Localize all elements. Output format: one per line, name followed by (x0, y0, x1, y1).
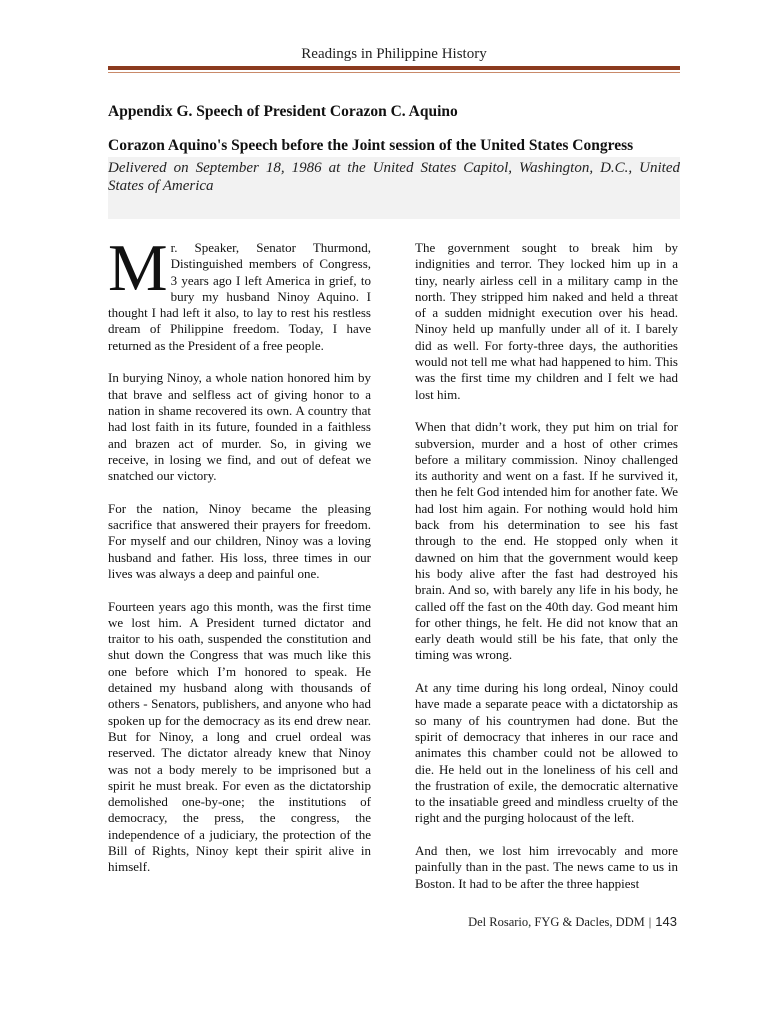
paragraph: At any time during his long ordeal, Ninoy could have made a separate peace with a dictatorship as so many of his countrymen had done. But the spirit of democracy that inheres in our race and animates this chamber could not be allowed to die. He held out in the loneliness of his cell and the frustration of exile, the democratic alternative to the insatiable greed and mindless cruelty of the right and the purging holocaust of the left. (415, 680, 678, 826)
footer-authors: Del Rosario, FYG & Dacles, DDM (468, 915, 645, 929)
paragraph: And then, we lost him irrevocably and more painfully than in the past. The news came to us in Boston. It had to be after the three happiest (415, 842, 678, 891)
paragraph: The government sought to break him by indignities and terror. They locked him up in a tiny, nearly airless cell in a military camp in the north. They stripped him naked and held a threat of a sudden midnight execution over his head. Ninoy held up manfully under all of it. I barely did as well. For forty-three days, the authorities would not tell me what had happened to him. This was the first time my children and I felt we had lost him. (415, 240, 678, 402)
page-number: 143 (655, 914, 677, 929)
header-rule-thick (108, 66, 680, 70)
footer-separator: | (648, 915, 652, 929)
delivered-note-box (108, 157, 680, 219)
paragraph: When that didn’t work, they put him on trial for subversion, murder and a host of other crimes before a military commission. Ninoy challenged its authority and went on a fast. If he survived it, then he felt God intended him for another fate. We had lost him again. For nothing would hold him back from his determination to see his fast through to the end. He stopped only when it dawned on him that the government would keep his body alive after the fast had destroyed his brain. And so, with barely any life in his body, he called off the fast on the 40th day. God meant him for other things, he felt. He did not know that an early death would still be his fate, that only the timing was wrong. (415, 419, 678, 663)
paragraph: In burying Ninoy, a whole nation honored him by that brave and selfless act of giving honor to a nation in shame recovered its own. A country that had lost faith in its future, founded in a faithless and brazen act of murder. So, in giving we receive, in losing we find, and out of defeat we snatched our victory. (108, 370, 371, 484)
paragraph: Fourteen years ago this month, was the first time we lost him. A President turned dictator and traitor to his oath, suspended the constitution and shut down the Congress that was much like this one before which I’m honored to speak. He detained my husband along with thousands of others - Senators, publishers, and anyone who had spoken up for the democracy as its end drew near. But for Ninoy, a long and cruel ordeal was reserved. The dictator already knew that Ninoy was not a body merely to be imprisoned but a spirit he must break. For even as the dictatorship demolished one-by-one; the institutions of democracy, the press, the congress, the independence of a judiciary, the protection of the Bill of Rights, Ninoy kept their spirit alive in himself. (108, 598, 371, 875)
running-header: Readings in Philippine History (301, 46, 487, 62)
header-rule-thin (108, 72, 680, 73)
page-footer (468, 914, 677, 930)
delivered-note: Delivered on September 18, 1986 at the United States Capitol, Washington, D.C., United States of America (108, 160, 680, 194)
paragraph-text: r. Speaker, Senator Thurmond, Distinguished members of Congress, 3 years ago I left America in grief, to bury my husband Ninoy Aquino. I thought I had left it also, to lay to rest his restless dream of Philippine freedom. Today, I have returned as the President of a free people. (108, 240, 371, 353)
drop-cap: M (108, 231, 168, 305)
appendix-title: Appendix G. Speech of President Corazon C. Aquino (108, 103, 458, 120)
right-column (415, 240, 678, 908)
speech-title: Corazon Aquino's Speech before the Joint session of the United States Congress (108, 137, 680, 159)
left-column (108, 231, 371, 892)
paragraph: For the nation, Ninoy became the pleasing sacrifice that answered their prayers for freedom. For myself and our children, Ninoy was a loving husband and father. His loss, three times in our lives was always a deep and painful one. (108, 500, 371, 581)
paragraph (108, 231, 371, 354)
